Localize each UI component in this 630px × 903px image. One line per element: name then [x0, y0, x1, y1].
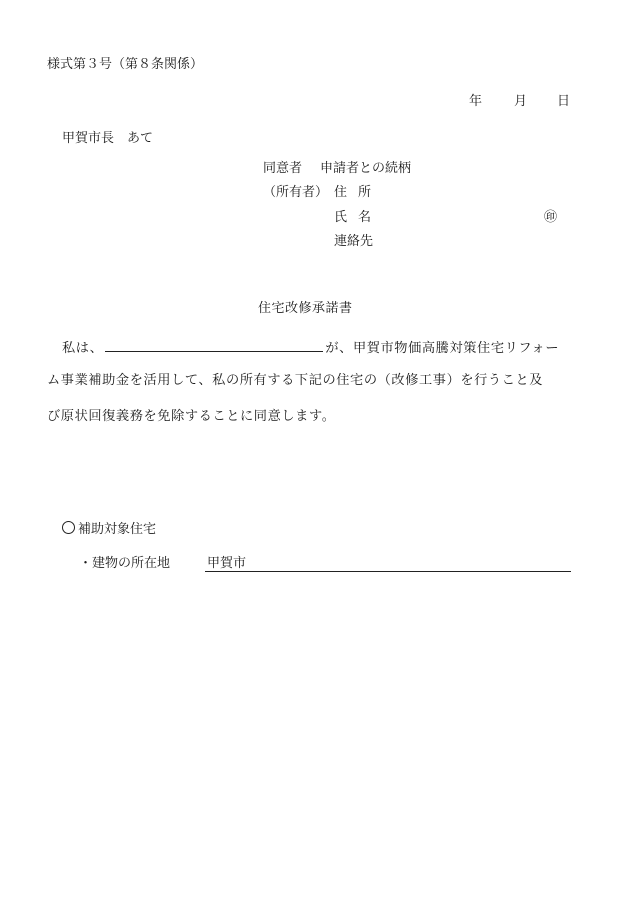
body-line-1-suffix: が、甲賀市物価高騰対策住宅リフォー [325, 341, 560, 356]
date-month-label: 月 [514, 94, 528, 109]
subsidy-section-heading [62, 521, 156, 536]
subsidy-section-title: 補助対象住宅 [78, 522, 157, 537]
date-day-label: 日 [557, 94, 571, 109]
owner-label: （所有者） [263, 185, 329, 200]
location-input-line[interactable] [205, 571, 571, 572]
contact-label: 連絡先 [334, 234, 374, 249]
body-line-1-prefix: 私は、 [62, 341, 104, 356]
circle-bullet-icon [62, 521, 75, 534]
body-line-2: ム事業補助金を活用して、私の所有する下記の住宅の（改修工事）を行うこと及 [47, 373, 544, 388]
relation-label: 申請者との続柄 [320, 161, 412, 176]
document-title: 住宅改修承諾書 [258, 301, 353, 316]
form-number: 様式第３号（第８条関係） [47, 57, 204, 72]
name-label: 氏名 [334, 210, 383, 225]
addressee: 甲賀市長 あて [62, 131, 154, 146]
location-city: 甲賀市 [207, 556, 247, 571]
location-label: ・建物の所在地 [79, 556, 171, 571]
consenter-label: 同意者 [263, 161, 303, 176]
body-line-1 [62, 338, 559, 355]
name-blank-field[interactable] [105, 338, 323, 352]
date-year-label: 年 [469, 94, 483, 109]
address-label: 住所 [334, 185, 383, 200]
seal-icon: ㊞ [544, 210, 558, 225]
body-line-3: び原状回復義務を免除することに同意します。 [47, 409, 336, 424]
